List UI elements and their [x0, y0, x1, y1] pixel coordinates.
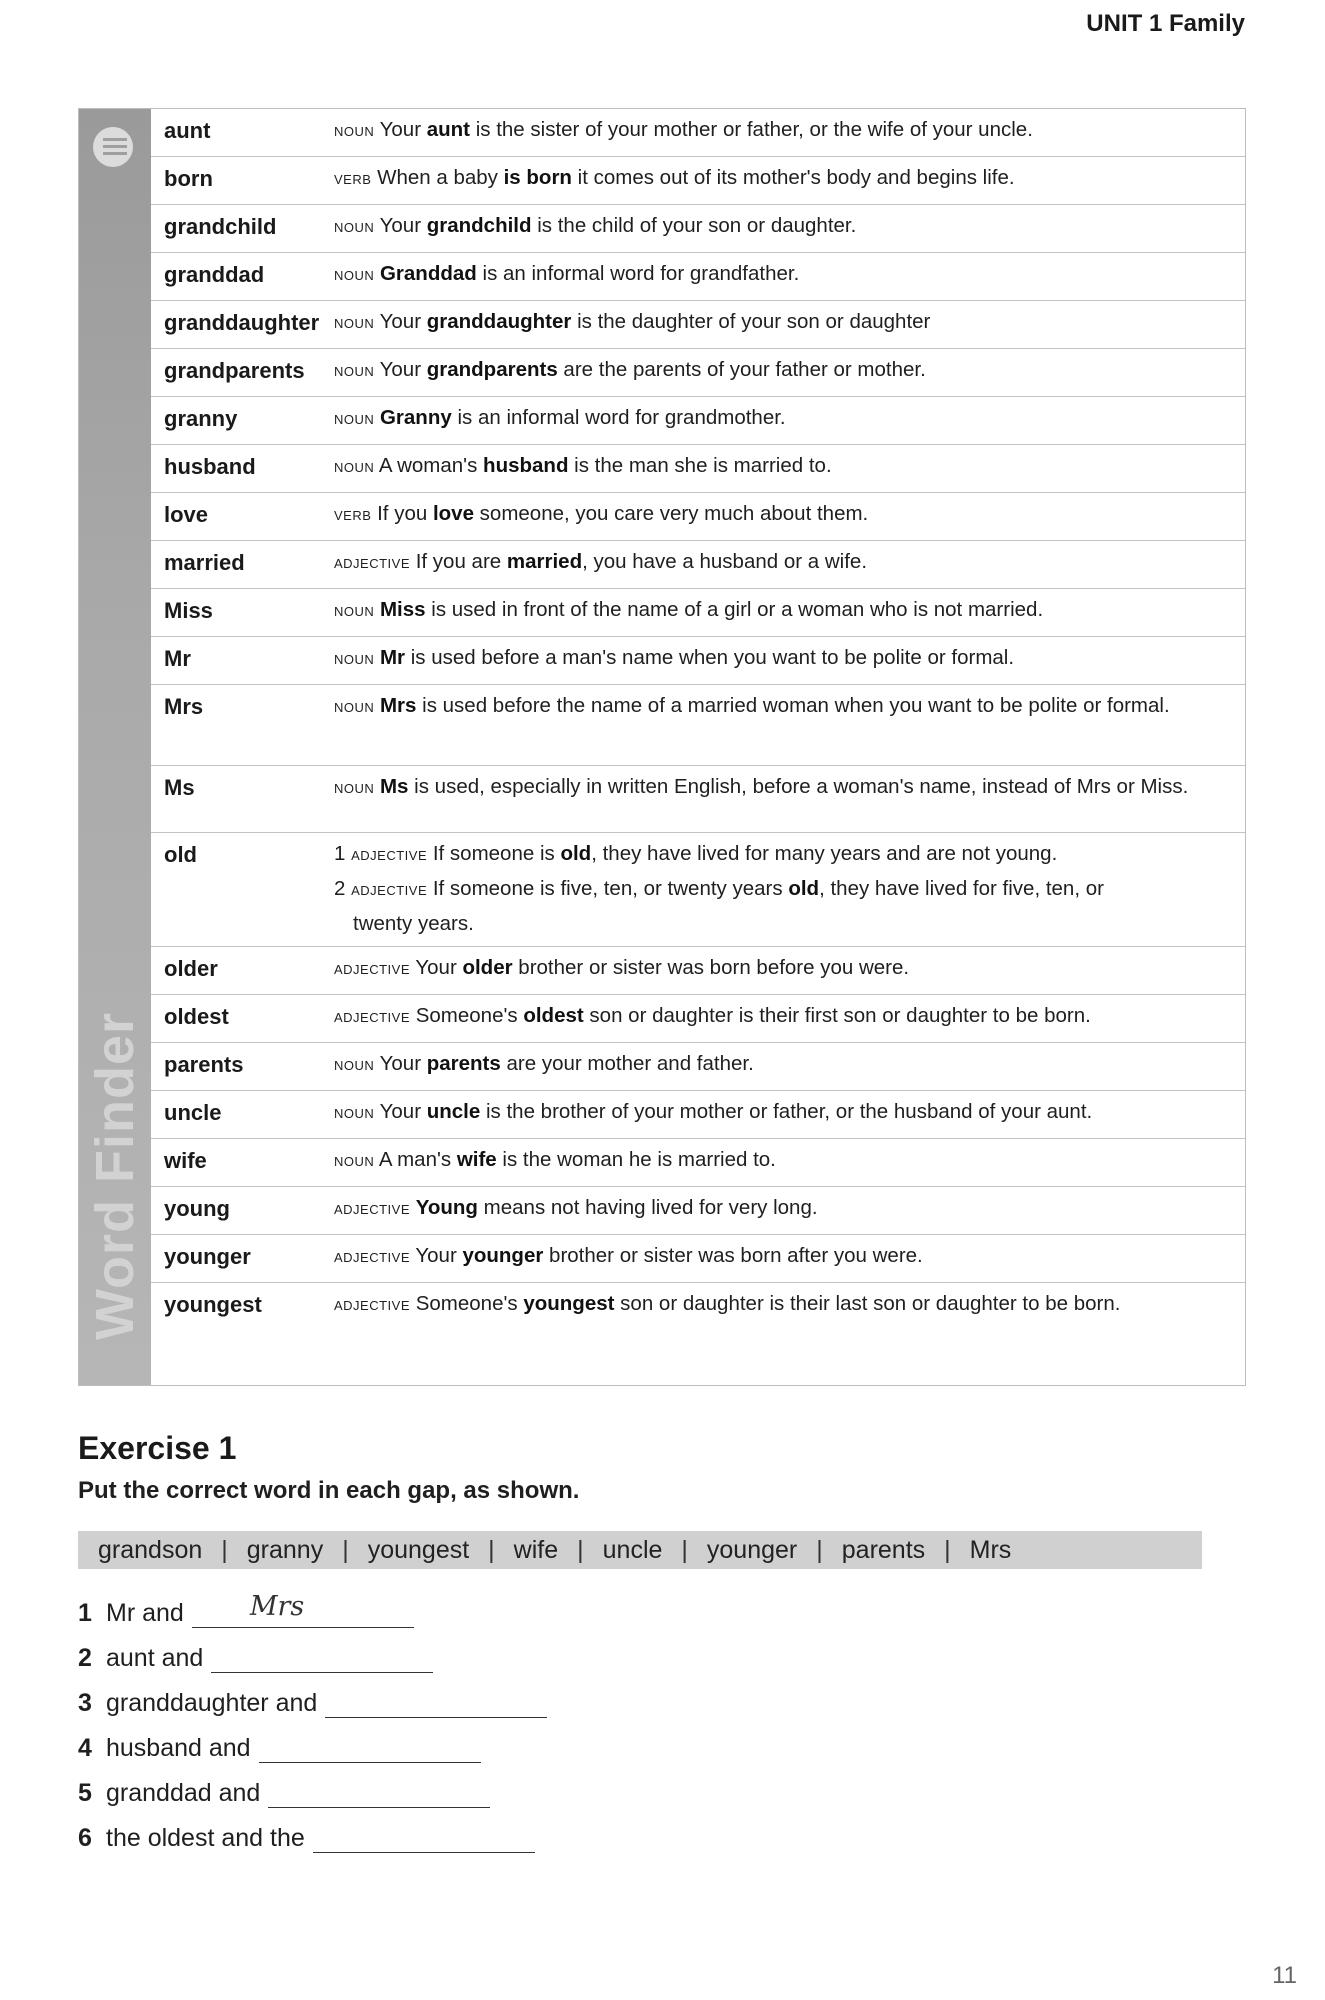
- bold-headword: grandchild: [426, 214, 532, 237]
- word-entry-row: [151, 109, 1245, 157]
- sense: [334, 1047, 1231, 1082]
- definition: [334, 161, 1245, 196]
- sense: [334, 497, 1231, 532]
- definition-text: son or daughter is their first son or daughter to be born.: [583, 1004, 1091, 1027]
- sense: [334, 545, 1231, 580]
- definition: [334, 353, 1245, 388]
- bold-headword: granddaughter: [426, 310, 572, 333]
- exercise-section: [78, 1430, 1208, 1853]
- item-text: granddaughter and: [106, 1689, 318, 1717]
- answer-blank[interactable]: [211, 1642, 433, 1673]
- definition: [334, 401, 1245, 436]
- word-bank-separator: |: [944, 1535, 951, 1564]
- word-entry-row: [151, 766, 1245, 833]
- sense: [334, 209, 1231, 244]
- part-of-speech: NOUN: [334, 604, 375, 619]
- definition-text: is the sister of your mother or father, or the wife of your uncle.: [470, 118, 1033, 141]
- word-finder-sidebar: [79, 109, 151, 1385]
- definition: [334, 497, 1245, 532]
- headword: aunt: [164, 118, 211, 143]
- sense: [334, 1095, 1231, 1130]
- definition-text: is the woman he is married to.: [496, 1148, 776, 1171]
- bold-headword: Mrs: [379, 694, 417, 717]
- definition: [334, 545, 1245, 580]
- definition: [334, 1287, 1245, 1322]
- definition-text: is the daughter of your son or daughter: [571, 310, 931, 333]
- headword: grandchild: [164, 214, 277, 239]
- definition-text: Your: [379, 118, 427, 141]
- headword: Mr: [164, 646, 191, 671]
- item-number: 4: [78, 1734, 92, 1762]
- definition-text: is used, especially in written English, before a woman's name, instead of Mrs or Miss.: [408, 775, 1189, 798]
- definition-text: When a baby: [377, 166, 504, 189]
- sense: [334, 1287, 1231, 1322]
- headword: old: [164, 842, 197, 867]
- headword: love: [164, 502, 209, 527]
- definition-text: , they have lived for many years and are not young.: [591, 842, 1058, 865]
- part-of-speech: VERB: [334, 172, 372, 187]
- part-of-speech: ADJECTIVE: [334, 1250, 411, 1265]
- list-icon: [93, 127, 133, 167]
- definition: [334, 641, 1245, 676]
- sense-number: 2: [334, 877, 352, 900]
- definition-text: If you are: [415, 550, 507, 573]
- word-bank-separator: |: [221, 1535, 228, 1564]
- word-entry-row: [151, 1043, 1245, 1091]
- definition: [334, 113, 1245, 148]
- definition-text: it comes out of its mother's body and begins life.: [571, 166, 1015, 189]
- bold-headword: married: [506, 550, 583, 573]
- page-number: 11: [1272, 1962, 1297, 1989]
- item-number: 3: [78, 1689, 92, 1717]
- bold-headword: Mr: [379, 646, 406, 669]
- word-entry-row: [151, 685, 1245, 766]
- definition-text: Your: [379, 310, 427, 333]
- sense: [334, 641, 1231, 676]
- bold-headword: wife: [456, 1148, 497, 1171]
- bold-headword: younger: [462, 1244, 544, 1267]
- headword: Ms: [164, 775, 195, 800]
- headword: Mrs: [164, 694, 204, 719]
- sense: [334, 449, 1231, 484]
- part-of-speech: ADJECTIVE: [351, 883, 428, 898]
- word-entry-row: [151, 1091, 1245, 1139]
- sense: [334, 113, 1231, 148]
- definition: [334, 770, 1245, 805]
- definition-text: , they have lived for five, ten, or: [819, 877, 1104, 900]
- word-entry-row: [151, 589, 1245, 637]
- sense: [334, 161, 1231, 196]
- sense: [334, 1143, 1231, 1178]
- definition-text: , you have a husband or a wife.: [582, 550, 868, 573]
- headword: oldest: [164, 1004, 229, 1029]
- word-entry-row: [151, 349, 1245, 397]
- word-entry-row: [151, 1139, 1245, 1187]
- part-of-speech: ADJECTIVE: [334, 1010, 411, 1025]
- definition-text: Your: [379, 1052, 427, 1075]
- handwritten-answer: Mrs: [249, 1591, 305, 1622]
- definition-text: Your: [379, 214, 427, 237]
- word-entry-row: [151, 1187, 1245, 1235]
- bold-headword: Granny: [379, 406, 452, 429]
- headword: born: [164, 166, 213, 191]
- word-bank-word: uncle: [602, 1535, 663, 1564]
- word-finder-label: Word Finder: [85, 1012, 145, 1340]
- definition: [334, 689, 1245, 724]
- exercise-item: [78, 1583, 1208, 1628]
- sense: [334, 305, 1231, 340]
- answer-blank[interactable]: [325, 1687, 547, 1718]
- word-finder-table: [151, 109, 1245, 1366]
- part-of-speech: NOUN: [334, 316, 375, 331]
- sense-number: 1: [334, 842, 352, 865]
- headword: granddad: [164, 262, 265, 287]
- answer-blank[interactable]: [259, 1732, 481, 1763]
- word-entry-row: [151, 1283, 1245, 1366]
- part-of-speech: ADJECTIVE: [334, 1202, 411, 1217]
- part-of-speech: ADJECTIVE: [334, 962, 411, 977]
- definition-text: is used before a man's name when you want to be polite or formal.: [405, 646, 1015, 669]
- headword: younger: [164, 1244, 251, 1269]
- word-bank-word: wife: [513, 1535, 559, 1564]
- headword: wife: [164, 1148, 207, 1173]
- word-bank-separator: |: [681, 1535, 688, 1564]
- definition: [334, 1143, 1245, 1178]
- bold-headword: old: [560, 842, 592, 865]
- headword: Miss: [164, 598, 213, 623]
- exercise-instruction: Put the correct word in each gap, as shown.: [78, 1477, 580, 1504]
- definition-text: A woman's: [378, 454, 484, 477]
- definition-text: is the child of your son or daughter.: [531, 214, 857, 237]
- definition: [334, 305, 1245, 340]
- sense: [334, 593, 1231, 628]
- definition-text: are the parents of your father or mother.: [557, 358, 926, 381]
- word-entry-row: [151, 445, 1245, 493]
- sense: [334, 353, 1231, 388]
- exercise-item: [78, 1628, 1208, 1673]
- part-of-speech: NOUN: [334, 700, 375, 715]
- item-text: husband and: [106, 1734, 251, 1762]
- item-number: 6: [78, 1824, 92, 1852]
- definition-text: If someone is: [432, 842, 561, 865]
- definition-text: A man's: [378, 1148, 457, 1171]
- exercise-title: Exercise 1: [78, 1430, 237, 1466]
- item-text: Mr and: [106, 1599, 184, 1627]
- definition-text: someone, you care very much about them.: [473, 502, 869, 525]
- bold-headword: love: [432, 502, 474, 525]
- bold-headword: uncle: [426, 1100, 481, 1123]
- part-of-speech: NOUN: [334, 220, 375, 235]
- bold-headword: is born: [503, 166, 572, 189]
- bold-headword: husband: [483, 454, 569, 477]
- word-entry-row: [151, 157, 1245, 205]
- word-bank-separator: |: [488, 1535, 495, 1564]
- part-of-speech: NOUN: [334, 781, 375, 796]
- definition-text: If someone is five, ten, or twenty years: [432, 877, 789, 900]
- headword: older: [164, 956, 218, 981]
- part-of-speech: NOUN: [334, 364, 375, 379]
- exercise-item: [78, 1718, 1208, 1763]
- definition-text: Your: [379, 358, 427, 381]
- item-text: granddad and: [106, 1779, 261, 1807]
- sense: [334, 872, 1231, 907]
- word-bank-word: younger: [706, 1535, 798, 1564]
- part-of-speech: ADJECTIVE: [334, 1298, 411, 1313]
- bold-headword: aunt: [426, 118, 471, 141]
- definition: [334, 951, 1245, 986]
- sense: [334, 401, 1231, 436]
- item-number: 2: [78, 1644, 92, 1672]
- word-entry-row: [151, 995, 1245, 1043]
- part-of-speech: NOUN: [334, 1058, 375, 1073]
- part-of-speech: VERB: [334, 508, 372, 523]
- word-bank-word: youngest: [367, 1535, 470, 1564]
- part-of-speech: NOUN: [334, 412, 375, 427]
- bold-headword: Miss: [379, 598, 426, 621]
- definition-text: Someone's: [415, 1004, 524, 1027]
- exercise-items: [78, 1583, 1208, 1853]
- word-bank-separator: |: [577, 1535, 584, 1564]
- part-of-speech: NOUN: [334, 1106, 375, 1121]
- part-of-speech: ADJECTIVE: [351, 848, 428, 863]
- answer-blank[interactable]: [192, 1591, 414, 1628]
- sense: [334, 837, 1231, 872]
- definition: [334, 837, 1245, 940]
- definition-text: brother or sister was born after you were.: [543, 1244, 923, 1267]
- headword: young: [164, 1196, 230, 1221]
- definition: [334, 1095, 1245, 1130]
- word-bank-separator: |: [342, 1535, 349, 1564]
- part-of-speech: ADJECTIVE: [334, 556, 411, 571]
- sense: [334, 1191, 1231, 1226]
- definition-text: Your: [379, 1100, 427, 1123]
- definition-text: is used before the name of a married woman when you want to be polite or formal.: [416, 694, 1170, 717]
- bold-headword: parents: [426, 1052, 501, 1075]
- definition: [334, 1191, 1245, 1226]
- word-bank: [78, 1531, 1202, 1569]
- part-of-speech: NOUN: [334, 124, 375, 139]
- definition-text: Your: [415, 956, 463, 979]
- answer-blank[interactable]: [313, 1822, 535, 1853]
- definition-continuation: twenty years.: [353, 912, 474, 935]
- definition: [334, 209, 1245, 244]
- sense: [334, 770, 1231, 805]
- headword: husband: [164, 454, 256, 479]
- word-entry-row: [151, 833, 1245, 947]
- definition-text: son or daughter is their last son or daughter to be born.: [614, 1292, 1121, 1315]
- word-entry-row: [151, 947, 1245, 995]
- word-finder-box: [78, 108, 1246, 1386]
- word-entry-row: [151, 541, 1245, 589]
- word-entry-row: [151, 253, 1245, 301]
- word-bank-word: grandson: [98, 1535, 203, 1564]
- bold-headword: older: [462, 956, 513, 979]
- item-number: 5: [78, 1779, 92, 1807]
- part-of-speech: NOUN: [334, 1154, 375, 1169]
- definition-text: means not having lived for very long.: [477, 1196, 818, 1219]
- bold-headword: oldest: [523, 1004, 584, 1027]
- sense: [334, 257, 1231, 292]
- word-entry-row: [151, 637, 1245, 685]
- exercise-item: [78, 1673, 1208, 1718]
- definition: [334, 1239, 1245, 1274]
- definition-text: is the brother of your mother or father, or the husband of your aunt.: [480, 1100, 1093, 1123]
- item-number: 1: [78, 1599, 92, 1627]
- headword: grandparents: [164, 358, 305, 383]
- part-of-speech: NOUN: [334, 268, 375, 283]
- bold-headword: grandparents: [426, 358, 558, 381]
- definition: [334, 999, 1245, 1034]
- word-bank-separator: |: [816, 1535, 823, 1564]
- sense: [334, 689, 1231, 724]
- word-entry-row: [151, 301, 1245, 349]
- sense: [334, 999, 1231, 1034]
- word-bank-word: granny: [246, 1535, 324, 1564]
- definition: [334, 593, 1245, 628]
- definition-text: Your: [415, 1244, 463, 1267]
- definition-text: is used in front of the name of a girl or a woman who is not married.: [425, 598, 1044, 621]
- item-text: aunt and: [106, 1644, 204, 1672]
- exercise-item: [78, 1763, 1208, 1808]
- definition: [334, 257, 1245, 292]
- definition-text: Someone's: [415, 1292, 524, 1315]
- sense: [334, 951, 1231, 986]
- headword: parents: [164, 1052, 244, 1077]
- answer-blank[interactable]: [268, 1777, 490, 1808]
- part-of-speech: NOUN: [334, 460, 375, 475]
- definition-text: is an informal word for grandmother.: [451, 406, 786, 429]
- headword: married: [164, 550, 245, 575]
- part-of-speech: NOUN: [334, 652, 375, 667]
- definition-text: brother or sister was born before you were.: [512, 956, 910, 979]
- bold-headword: Young: [415, 1196, 478, 1219]
- word-entry-row: [151, 205, 1245, 253]
- word-bank-word: parents: [841, 1535, 926, 1564]
- bold-headword: old: [788, 877, 820, 900]
- word-entry-row: [151, 493, 1245, 541]
- exercise-item: [78, 1808, 1208, 1853]
- bold-headword: Ms: [379, 775, 409, 798]
- word-entry-row: [151, 1235, 1245, 1283]
- word-entry-row: [151, 397, 1245, 445]
- unit-header: UNIT 1 Family: [1086, 10, 1245, 37]
- definition-text: is an informal word for grandfather.: [476, 262, 800, 285]
- headword: granny: [164, 406, 238, 431]
- bold-headword: Granddad: [379, 262, 477, 285]
- word-bank-word: Mrs: [969, 1535, 1012, 1564]
- definition-text: is the man she is married to.: [568, 454, 832, 477]
- item-text: the oldest and the: [106, 1824, 305, 1852]
- headword: granddaughter: [164, 310, 320, 335]
- definition: [334, 1047, 1245, 1082]
- bold-headword: youngest: [523, 1292, 615, 1315]
- definition-text: are your mother and father.: [500, 1052, 754, 1075]
- sense: [334, 1239, 1231, 1274]
- definition: [334, 449, 1245, 484]
- headword: uncle: [164, 1100, 222, 1125]
- definition-text: If you: [377, 502, 433, 525]
- headword: youngest: [164, 1292, 262, 1317]
